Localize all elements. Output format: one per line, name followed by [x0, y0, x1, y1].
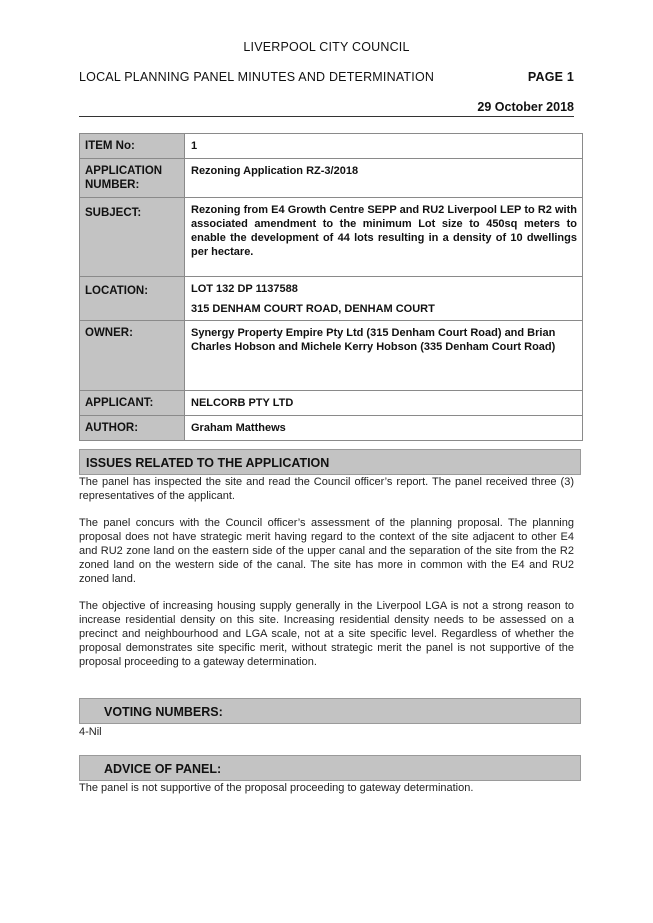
application-value: Rezoning Application RZ-3/2018 — [185, 159, 583, 198]
author-value: Graham Matthews — [185, 416, 583, 441]
location-label: LOCATION: — [80, 277, 185, 321]
owner-value: Synergy Property Empire Pty Ltd (315 Denham Court Road) and Brian Charles Hobson and Michele Kerry Hobson (335 Denham Court Road) — [185, 321, 583, 391]
author-label: AUTHOR: — [80, 416, 185, 441]
advice-heading-bar — [79, 755, 581, 781]
location-address: 315 DENHAM COURT ROAD, DENHAM COURT — [191, 303, 435, 315]
table-row — [80, 159, 583, 198]
voting-heading-bar — [79, 698, 581, 724]
location-lot: LOT 132 DP 1137588 — [191, 283, 298, 295]
issues-paragraph-3: The objective of increasing housing supply generally in the Liverpool LGA is not a strong reason to increase residential density on this site. Increasing residential density needs to be assessed on a precinct and neighbourhood and LGA scale, not at a site specific level. Regardless of whether the proposal demonstrates site specific merit, without strategic merit the panel is not supportive of the proposal proceeding to a gateway determination. — [79, 600, 574, 668]
issues-paragraph-1: The panel has inspected the site and read the Council officer’s report. The panel received three (3) representatives of the applicant. — [79, 476, 574, 502]
applicant-value: NELCORB PTY LTD — [185, 391, 583, 416]
voting-value: 4-Nil — [79, 726, 102, 738]
subject-label: SUBJECT: — [80, 198, 185, 277]
table-row — [80, 391, 583, 416]
advice-heading: ADVICE OF PANEL: — [104, 762, 222, 776]
document-title: LOCAL PLANNING PANEL MINUTES AND DETERMINATION — [79, 70, 435, 84]
table-row — [80, 277, 583, 321]
voting-heading: VOTING NUMBERS: — [104, 705, 223, 719]
location-value — [185, 277, 583, 321]
table-row — [80, 134, 583, 159]
owner-label: OWNER: — [80, 321, 185, 391]
table-row — [80, 416, 583, 441]
item-value: 1 — [185, 134, 583, 159]
subject-value: Rezoning from E4 Growth Centre SEPP and RU2 Liverpool LEP to R2 with associated amendment to the minimum Lot size to 450sq meters to enable the development of 44 lots resulting in a density of 10 dwellings per hectare. — [185, 198, 583, 277]
application-label: APPLICATION NUMBER: — [80, 159, 185, 198]
council-name: LIVERPOOL CITY COUNCIL — [243, 40, 410, 54]
page-number: PAGE 1 — [527, 70, 574, 84]
issues-paragraph-2: The panel concurs with the Council officer’s assessment of the planning proposal. The planning proposal does not have strategic merit having regard to the context of the site adjacent to other E4 and RU2 zone land on the eastern side of the upper canal and the separation of the site from the R2 zoned land on the western side of the canal. The site has more in common with the E4 and RU2 zoned land. — [79, 517, 574, 585]
item-label: ITEM No: — [80, 134, 185, 159]
advice-text: The panel is not supportive of the proposal proceeding to gateway determination. — [79, 782, 474, 794]
meeting-date: 29 October 2018 — [477, 100, 574, 114]
applicant-label: APPLICANT: — [80, 391, 185, 416]
application-info-table — [79, 133, 583, 441]
table-row — [80, 321, 583, 391]
issues-heading-bar — [79, 449, 581, 475]
table-row — [80, 198, 583, 277]
header-divider — [79, 116, 574, 117]
issues-heading: ISSUES RELATED TO THE APPLICATION — [86, 456, 330, 470]
